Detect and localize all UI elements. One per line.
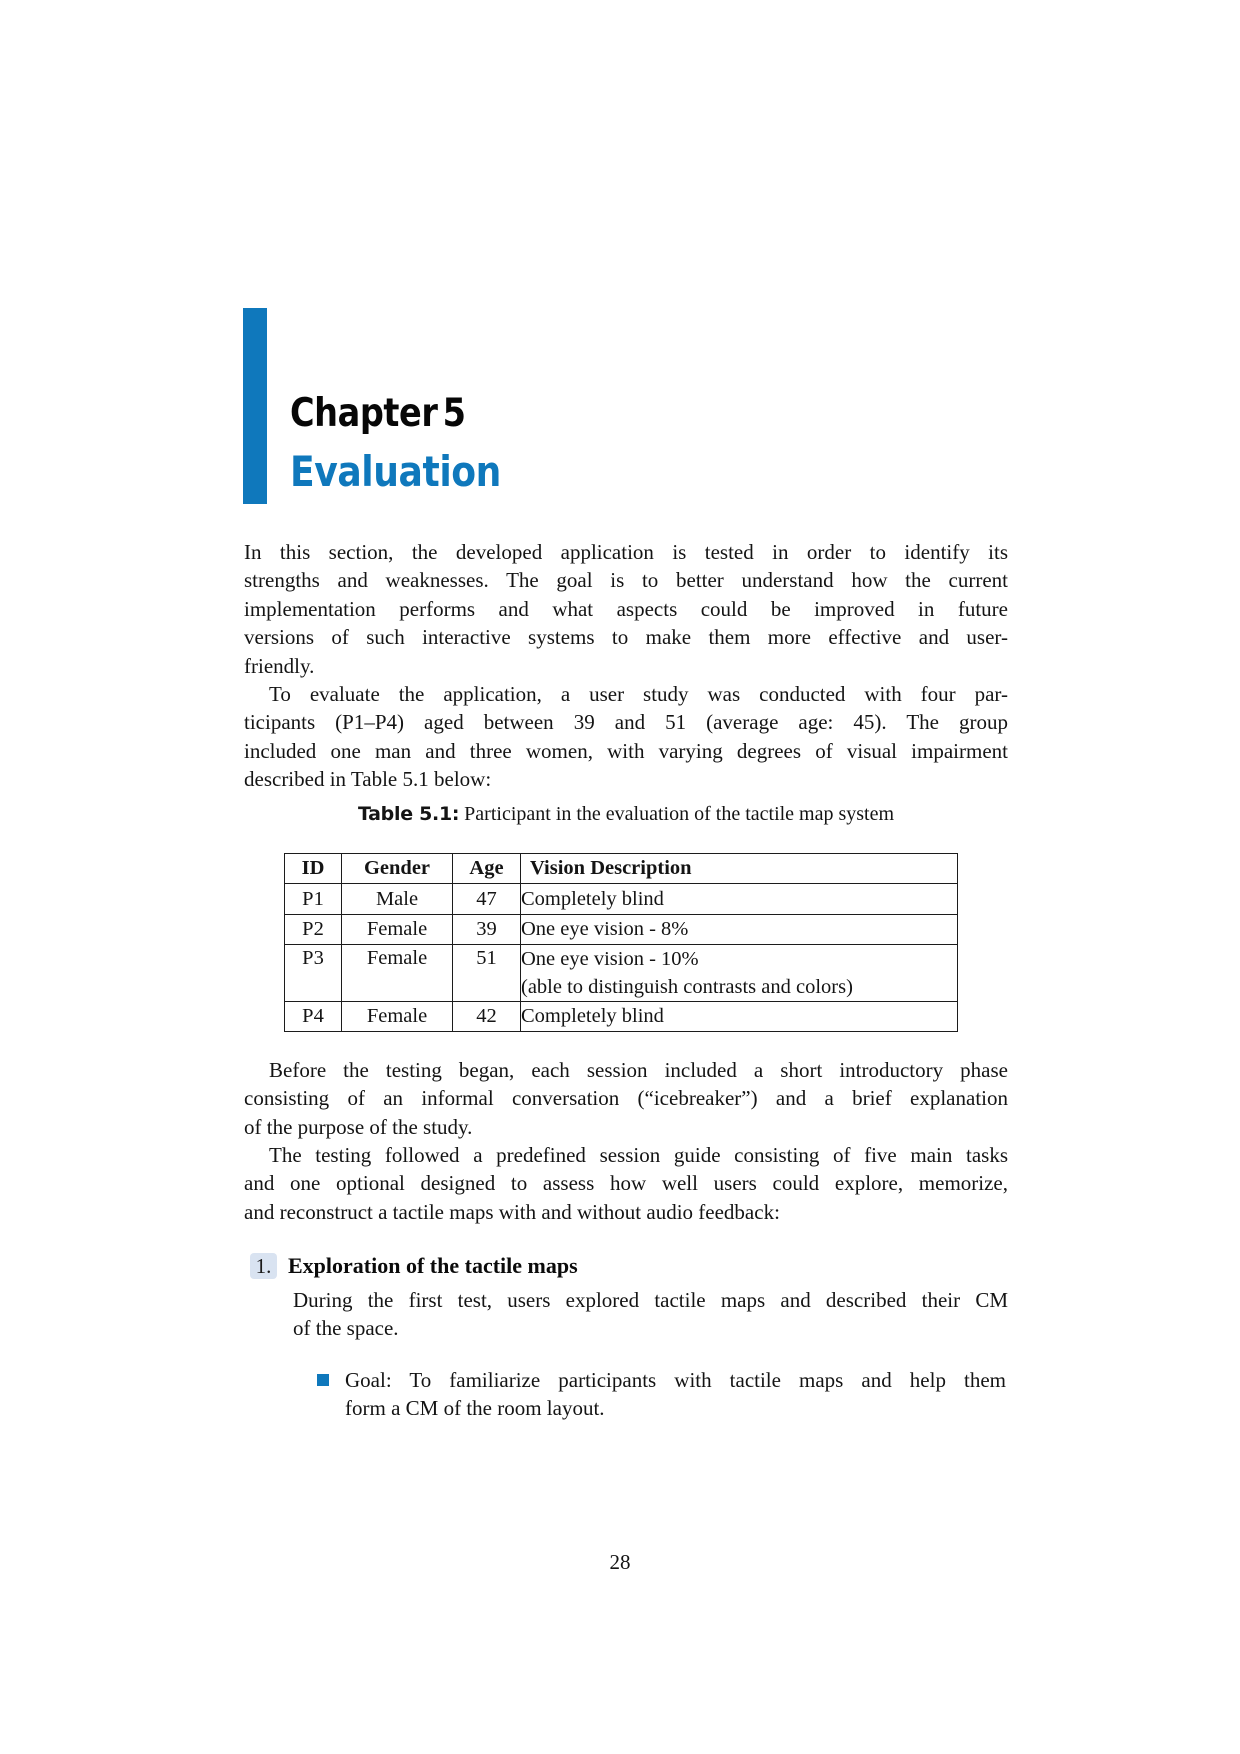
list-number-badge: 1. [250,1253,277,1279]
text-line: During the first test, users explored tactile maps and described their CM [293,1288,1008,1312]
cell-id: P3 [285,945,342,1002]
text-line: and reconstruct a tactile maps with and without audio feedback: [244,1199,780,1224]
table-row [285,945,958,1002]
list-item-title: Exploration of the tactile maps [288,1253,578,1278]
text-line: implementation performs and what aspects could be improved in future [244,596,1008,621]
table-row [285,915,958,945]
text-line: and one optional designed to assess how well users could explore, memorize, [244,1171,1008,1196]
chapter-number: 5 [442,391,466,436]
table-caption [244,801,1008,827]
paragraph-3 [244,1056,1008,1141]
chapter-title: Evaluation [290,447,501,496]
list-item-description [293,1286,1008,1343]
cell-vision: One eye vision - 8% [521,915,958,945]
chapter-label: Chapter [290,391,438,436]
page-number: 28 [609,1550,631,1574]
cell-vision: Completely blind [521,1002,958,1032]
cell-vision: Completely blind [521,884,958,915]
table-caption-label: Table 5.1: [357,803,460,825]
col-header-age: Age [453,854,521,884]
text-line: included one man and three women, with varying degrees of visual impairment [244,738,1008,763]
table-row [285,884,958,915]
text-line: Goal: To familiarize participants with tactile maps and help them [345,1368,1006,1392]
text-line: of the purpose of the study. [244,1114,473,1139]
cell-gender: Male [342,884,453,915]
text-line: ticipants (P1–P4) aged between 39 and 51 (average age: 45). The group [244,710,1008,735]
cell-age: 51 [453,945,521,1002]
text-line: of the space. [293,1316,399,1341]
text-line: described in Table 5.1 below: [244,767,492,792]
text-line: versions of such interactive systems to make them more effective and user- [244,625,1008,650]
cell-gender: Female [342,915,453,945]
cell-id: P4 [285,1002,342,1032]
table-header-row [285,854,958,884]
col-header-gender: Gender [342,854,453,884]
square-bullet-icon [317,1374,329,1386]
participants-table [284,853,958,1032]
table-caption-text: Participant in the evaluation of the tactile map system [459,803,895,825]
text-line: strengths and weaknesses. The goal is to better understand how the current [244,568,1008,593]
col-header-vision: Vision Description [521,854,958,884]
paragraph-1 [244,538,1008,680]
table-row [285,1002,958,1032]
vision-line: (able to distinguish contrasts and colors) [521,976,853,998]
text-line: form a CM of the room layout. [345,1396,605,1421]
text-line: In this section, the developed application is tested in order to identify its [244,540,1008,564]
text-line: Before the testing began, each session included a short introductory phase [269,1058,1008,1082]
vision-line: One eye vision - 10% [521,948,699,970]
paragraph-2 [244,680,1008,794]
cell-age: 42 [453,1002,521,1032]
col-header-id: ID [285,854,342,884]
chapter-accent-bar [243,308,267,504]
list-item-1-heading [250,1253,578,1279]
cell-gender: Female [342,945,453,1002]
cell-vision [521,945,958,1002]
goal-bullet-item [244,1366,1008,1423]
cell-age: 39 [453,915,521,945]
goal-text [345,1366,1006,1423]
cell-gender: Female [342,1002,453,1032]
text-line: The testing followed a predefined session guide consisting of five main tasks [269,1143,1008,1167]
cell-age: 47 [453,884,521,915]
text-line: consisting of an informal conversation (“icebreaker”) and a brief explanation [244,1086,1008,1111]
cell-id: P1 [285,884,342,915]
chapter-heading [290,391,466,436]
text-line: friendly. [244,653,315,678]
text-line: To evaluate the application, a user study was conducted with four par- [269,682,1008,706]
cell-id: P2 [285,915,342,945]
paragraph-4 [244,1141,1008,1226]
